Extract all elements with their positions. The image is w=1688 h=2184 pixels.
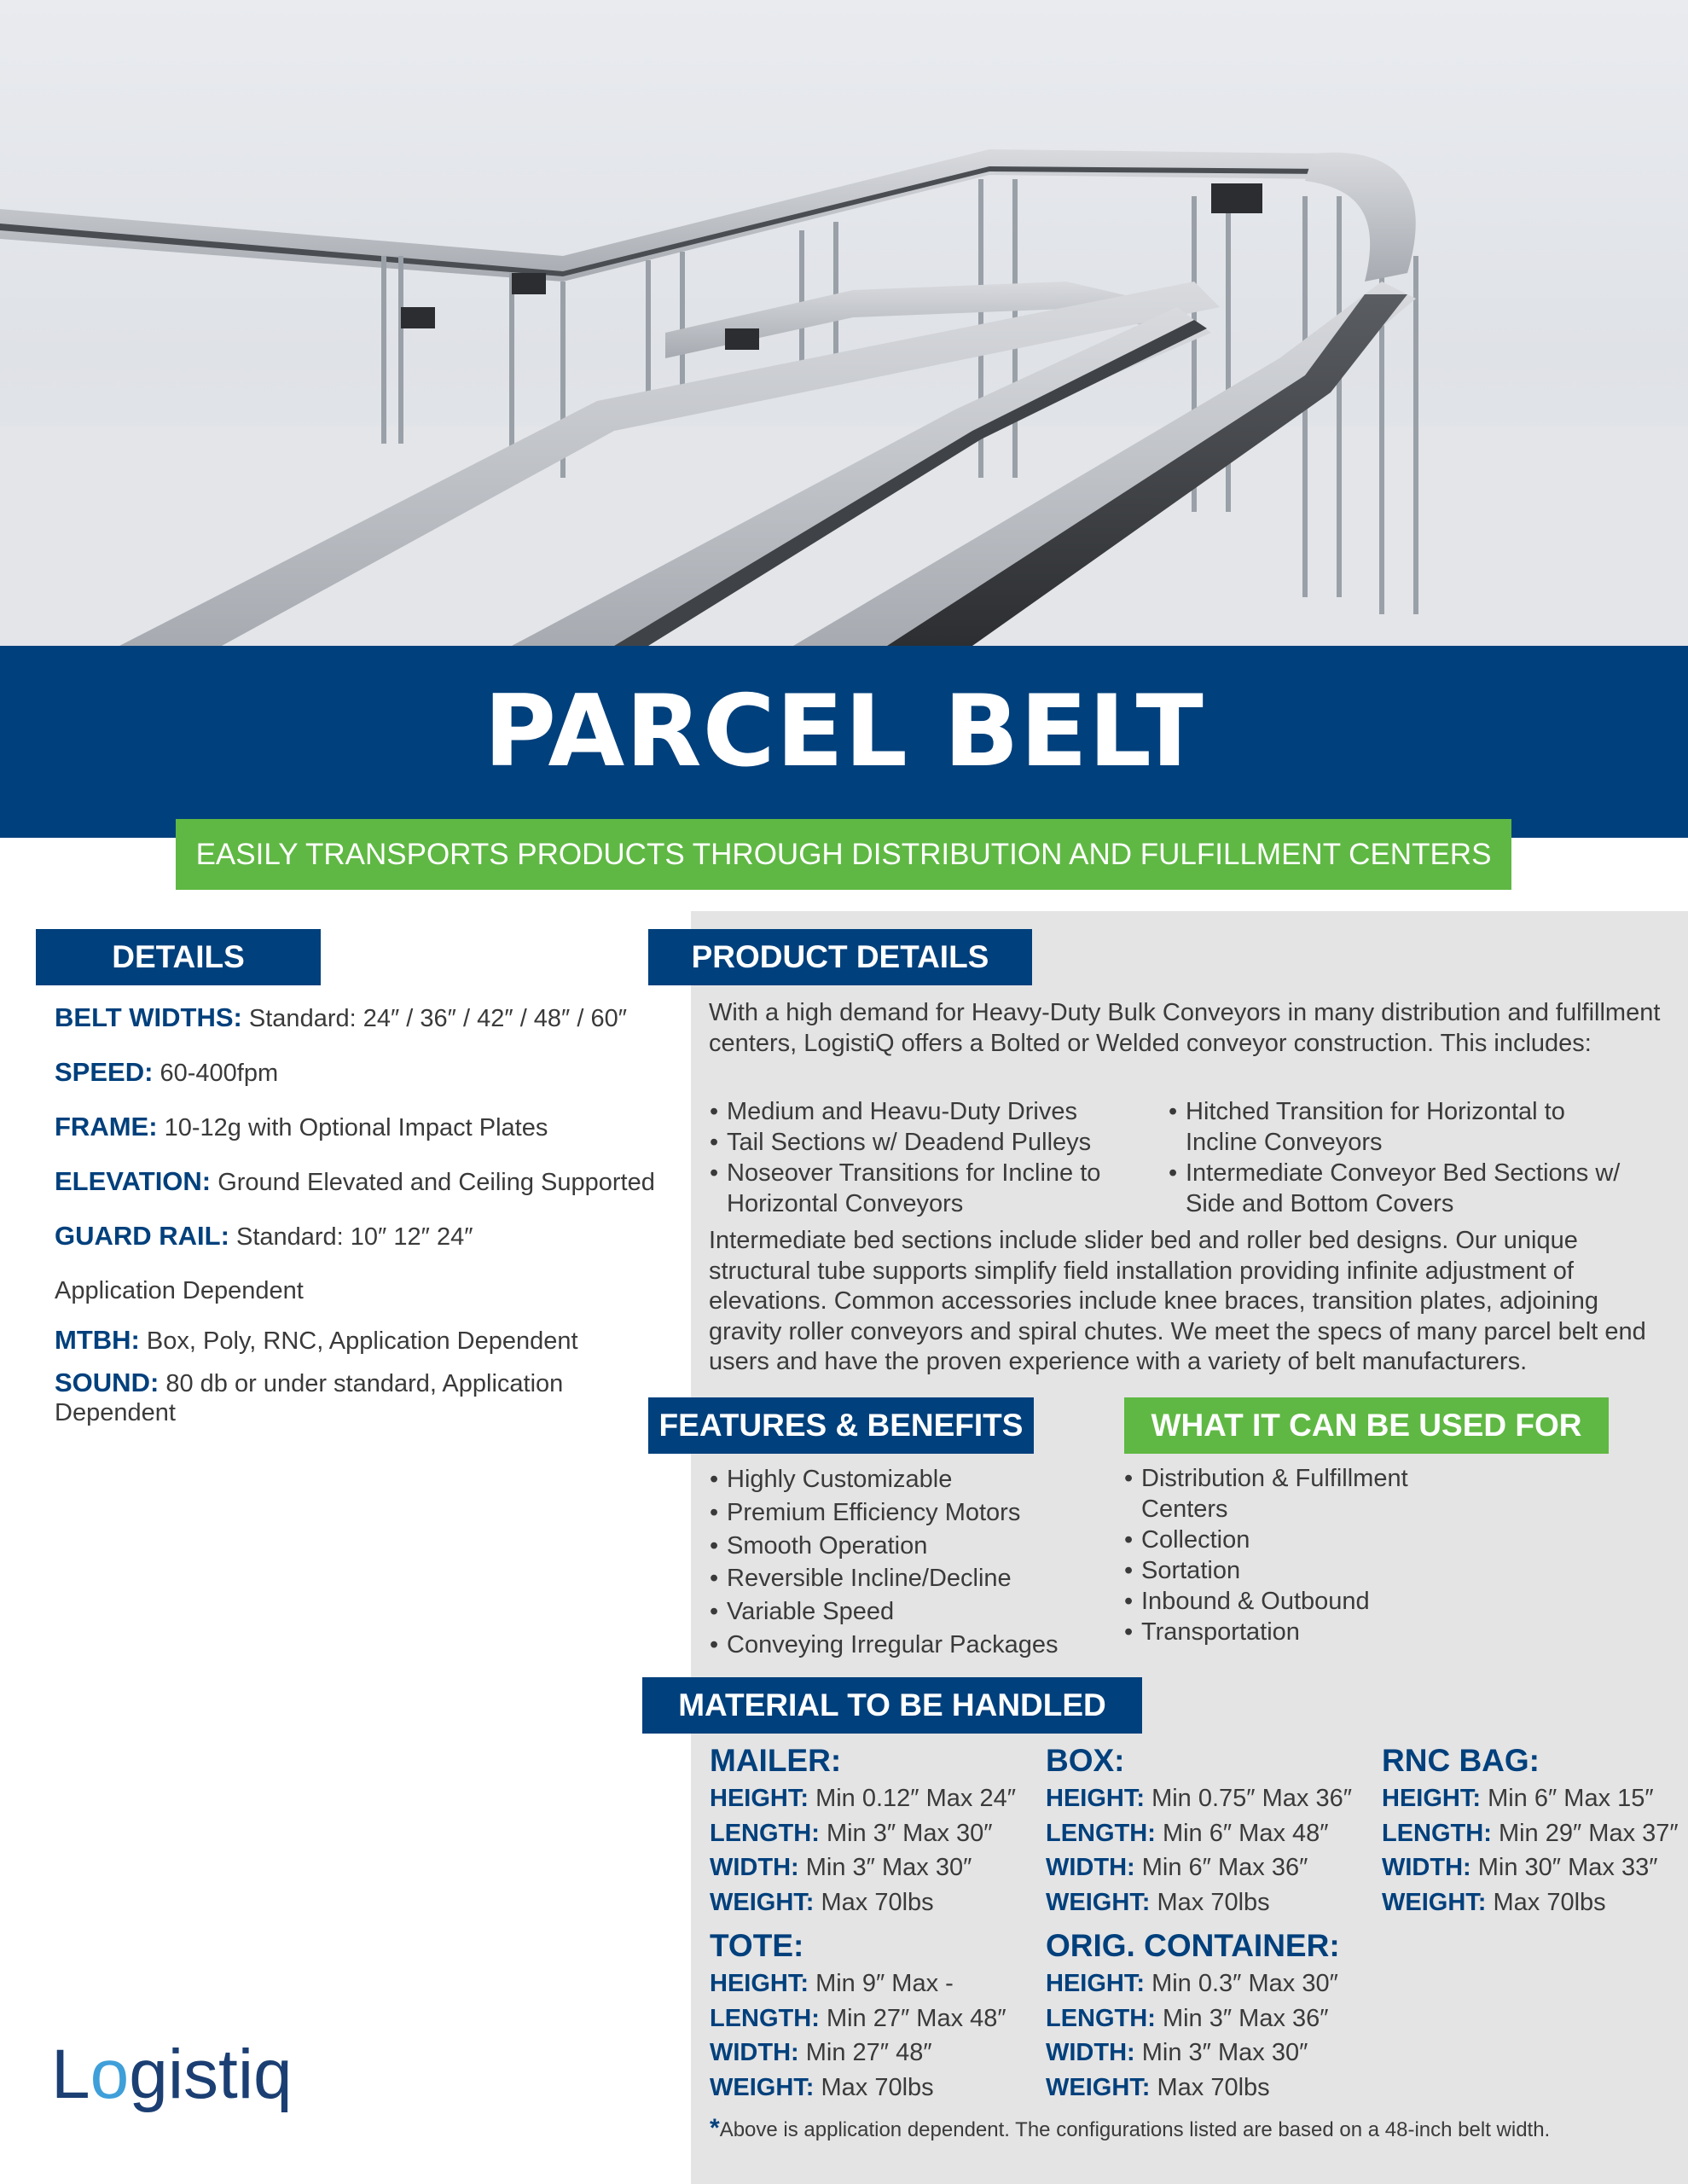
conveyor-system-image (0, 0, 1688, 646)
width-value: Min 3″ Max 30″ (805, 1854, 972, 1881)
product-details-heading: PRODUCT DETAILS (648, 929, 1032, 985)
detail-sound (55, 1368, 635, 1427)
materials-heading: MATERIAL TO BE HANDLED (642, 1677, 1142, 1734)
page-title: PARCEL BELT (484, 674, 1204, 789)
width-value: Min 27″ 48″ (805, 2039, 932, 2066)
width-label: WIDTH: (1046, 1854, 1135, 1881)
list-item: • Sortation (1121, 1555, 1462, 1586)
material-name: BOX: (1046, 1743, 1125, 1778)
details-list (55, 1002, 686, 1450)
width-value: Min 30″ Max 33″ (1477, 1854, 1658, 1881)
product-list-right (1165, 1096, 1643, 1219)
features-heading: FEATURES & BENEFITS (648, 1397, 1034, 1454)
material-name: TOTE: (710, 1928, 804, 1963)
width-label: WIDTH: (710, 1854, 799, 1881)
material-mailer (710, 1740, 1016, 1920)
material-name: MAILER: (710, 1743, 842, 1778)
height-label: HEIGHT: (710, 1970, 809, 1997)
width-label: WIDTH: (1382, 1854, 1471, 1881)
length-label: LENGTH: (710, 1819, 820, 1847)
logo-text: q (253, 2036, 293, 2113)
length-value: Min 6″ Max 48″ (1162, 1819, 1329, 1847)
weight-value: Max 70lbs (1157, 1888, 1270, 1916)
detail-speed (55, 1057, 686, 1089)
length-value: Min 3″ Max 36″ (1162, 2004, 1329, 2032)
footnote-text: Above is application dependent. The configurations listed are based on a 48-inch belt width. (719, 2118, 1551, 2141)
list-item: • Intermediate Conveyor Bed Sections w/ Side and Bottom Covers (1165, 1158, 1643, 1219)
weight-label: WEIGHT: (710, 1888, 815, 1916)
weight-label: WEIGHT: (1046, 2073, 1151, 2101)
detail-value: 10-12g with Optional Impact Plates (164, 1114, 548, 1141)
list-item: • Collection (1121, 1525, 1462, 1555)
height-label: HEIGHT: (1046, 1970, 1145, 1997)
length-value: Min 27″ Max 48″ (826, 2004, 1006, 2032)
detail-elevation (55, 1166, 686, 1198)
footnote-star: * (710, 2114, 720, 2142)
list-item: • Noseover Transitions for Incline to Horizontal Conveyors (706, 1158, 1150, 1219)
material-rnc-bag (1382, 1740, 1679, 1920)
height-label: HEIGHT: (710, 1785, 809, 1812)
detail-note: Application Dependent (55, 1277, 304, 1304)
material-orig-container (1046, 1926, 1340, 2105)
material-tote (710, 1926, 1006, 2105)
detail-frame (55, 1112, 686, 1143)
logo-o-icon: o (90, 2036, 130, 2113)
length-value: Min 29″ Max 37″ (1498, 1819, 1679, 1847)
width-label: WIDTH: (710, 2039, 799, 2066)
list-item: • Conveying Irregular Packages (706, 1629, 1116, 1662)
list-item: • Medium and Heavu-Duty Drives (706, 1096, 1150, 1127)
width-label: WIDTH: (1046, 2039, 1135, 2066)
list-item: • Reversible Incline/Decline (706, 1562, 1116, 1595)
width-value: Min 3″ Max 30″ (1141, 2039, 1308, 2066)
logo-text: L (51, 2036, 90, 2113)
detail-value: 80 db or under standard, Application Dependent (55, 1370, 564, 1426)
logo-text: gisti (129, 2036, 254, 2113)
weight-label: WEIGHT: (710, 2073, 815, 2101)
length-label: LENGTH: (710, 2004, 820, 2032)
material-box (1046, 1740, 1352, 1920)
height-label: HEIGHT: (1382, 1785, 1481, 1812)
uses-heading: WHAT IT CAN BE USED FOR (1124, 1397, 1609, 1454)
logistiq-logo (51, 2035, 293, 2115)
detail-value: Ground Elevated and Ceiling Supported (218, 1169, 655, 1196)
details-heading: DETAILS (36, 929, 321, 985)
detail-key: BELT WIDTHS: (55, 1002, 242, 1032)
list-item: • Smooth Operation (706, 1530, 1116, 1563)
material-name: ORIG. CONTAINER: (1046, 1928, 1340, 1963)
weight-value: Max 70lbs (821, 1888, 934, 1916)
detail-key: SOUND: (55, 1368, 160, 1397)
detail-belt-widths (55, 1002, 686, 1034)
height-value: Min 9″ Max - (815, 1970, 954, 1997)
detail-guard-rail (55, 1221, 686, 1252)
product-body: Intermediate bed sections include slider bed and roller bed designs. Our unique structural tube supports simplify field installation providing infinite adjustment of elevations. Common accessories include knee braces, transition plates, adjoining gravity roller conveyors and spiral chutes. We meet the specs of many parcel belt end users and have the proven experience with a variety of belt manufacturers. (709, 1227, 1646, 1375)
height-value: Min 6″ Max 15″ (1488, 1785, 1654, 1812)
length-label: LENGTH: (1046, 2004, 1156, 2032)
detail-key: FRAME: (55, 1112, 158, 1141)
product-list-left (706, 1096, 1150, 1219)
detail-key: MTBH: (55, 1325, 140, 1355)
length-label: LENGTH: (1046, 1819, 1156, 1847)
detail-value: 60-400fpm (160, 1060, 279, 1087)
product-intro: With a high demand for Heavy-Duty Bulk Conveyors in many distribution and fulfillment centers, LogistiQ offers a Bolted or Welded conveyor construction. This includes: (709, 999, 1661, 1057)
weight-value: Max 70lbs (1157, 2073, 1270, 2101)
detail-key: GUARD RAIL: (55, 1221, 229, 1251)
height-value: Min 0.3″ Max 30″ (1151, 1970, 1338, 1997)
list-item: • Hitched Transition for Horizontal to Incline Conveyors (1165, 1096, 1643, 1158)
detail-key: ELEVATION: (55, 1166, 212, 1196)
weight-value: Max 70lbs (821, 2073, 934, 2101)
detail-value: Standard: 10″ 12″ 24″ (235, 1223, 473, 1251)
detail-value: Box, Poly, RNC, Application Dependent (146, 1327, 578, 1355)
uses-list (1121, 1463, 1462, 1647)
length-value: Min 3″ Max 30″ (826, 1819, 993, 1847)
list-item: • Premium Efficiency Motors (706, 1496, 1116, 1530)
width-value: Min 6″ Max 36″ (1141, 1854, 1308, 1881)
list-item: • Variable Speed (706, 1595, 1116, 1629)
detail-mtbh (55, 1325, 686, 1356)
length-label: LENGTH: (1382, 1819, 1492, 1847)
list-item: • Tail Sections w/ Deadend Pulleys (706, 1127, 1150, 1158)
detail-value: Standard: 24″ / 36″ / 42″ / 48″ / 60″ (248, 1005, 628, 1032)
conveyor-illustration (0, 0, 1688, 646)
height-label: HEIGHT: (1046, 1785, 1145, 1812)
detail-key: SPEED: (55, 1057, 154, 1087)
weight-label: WEIGHT: (1382, 1888, 1487, 1916)
material-name: RNC BAG: (1382, 1743, 1540, 1778)
height-value: Min 0.75″ Max 36″ (1151, 1785, 1352, 1812)
height-value: Min 0.12″ Max 24″ (815, 1785, 1016, 1812)
list-item: • Inbound & Outbound (1121, 1586, 1462, 1617)
list-item: • Transportation (1121, 1617, 1462, 1647)
features-list (706, 1463, 1116, 1662)
list-item: • Highly Customizable (706, 1463, 1116, 1496)
list-item: • Distribution & Fulfillment Centers (1121, 1463, 1462, 1525)
weight-label: WEIGHT: (1046, 1888, 1151, 1916)
footnote (710, 2114, 1550, 2143)
page-subtitle: EASILY TRANSPORTS PRODUCTS THROUGH DISTRIBUTION AND FULFILLMENT CENTERS (195, 838, 1492, 871)
weight-value: Max 70lbs (1493, 1888, 1606, 1916)
